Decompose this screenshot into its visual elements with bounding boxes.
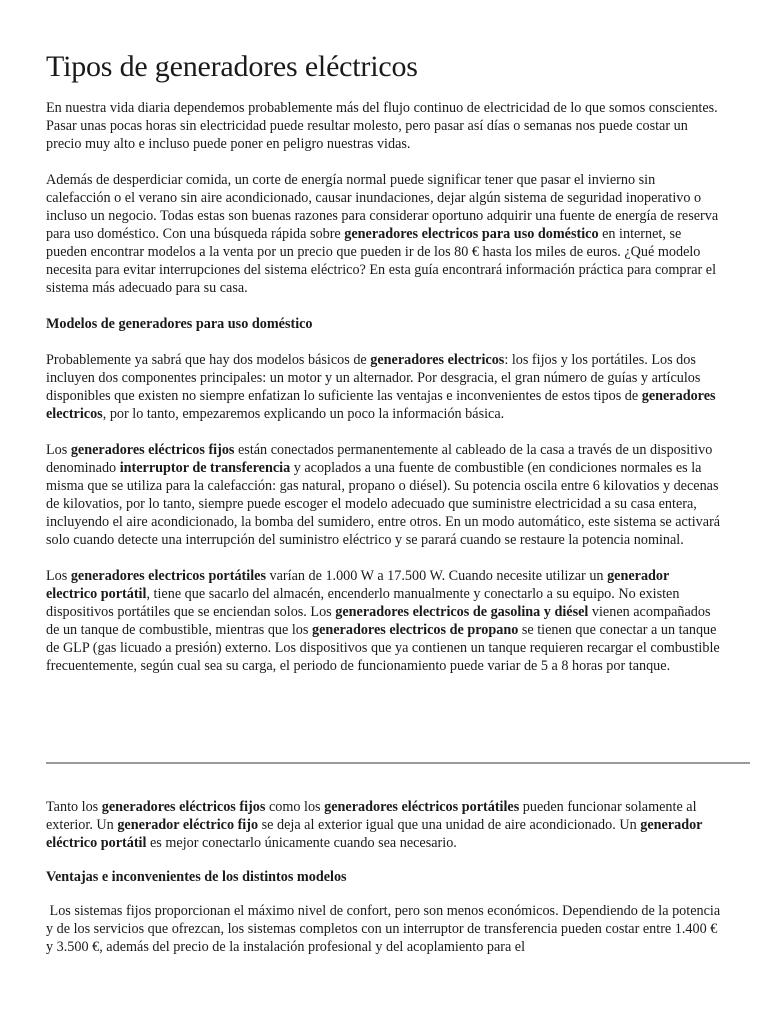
bold-term: generadores electricos portátiles [70,568,266,584]
bold-term: generadores eléctricos fijos [70,442,235,458]
bold-term: generadores electricos de gasolina y diésel [335,604,589,620]
bold-term: generadores eléctricos portátiles [324,799,520,815]
bold-term: generadores eléctricos fijos [101,799,266,815]
text: varían de 1.000 W a 17.500 W. Cuando necesite utilizar un [265,568,608,584]
text: , por lo tanto, empezaremos explicando un poco la información básica. [102,406,505,422]
text: es mejor conectarlo únicamente cuando sea necesario. [146,835,457,851]
text: pueden funcionar solamente al exterior. Un [46,799,697,833]
paragraph-outdoor-use [46,798,722,852]
text: están conectados permanentemente al cableado de la casa a través de un dispositivo denominado [46,442,713,476]
article-body [46,50,722,675]
bold-term: generador eléctrico fijo [117,817,259,833]
page-title: Tipos de generadores eléctricos [46,50,418,83]
bold-term: generadores electricos [370,352,505,368]
text: se tienen que conectar a un tanque de GLP (gas licuado a presión) externo. Los dispositivos que ya contienen un tanque requieren recargar el combustible frecuentemente, según cual sea su carga, el periodo de funcionamiento puede variar de 5 a 8 horas por tanque. [46,622,720,674]
text: Los [46,568,71,584]
horizontal-divider [46,762,750,764]
intro-paragraph: En nuestra vida diaria dependemos probablemente más del flujo continuo de electricidad de lo que somos conscientes. Pasar unas pocas horas sin electricidad puede resultar molesto, pero pasar así días o semanas nos puede costar un precio muy alto e incluso puede poner en peligro nuestras vidas. [46,100,718,152]
text: , tiene que sacarlo del almacén, encenderlo manualmente y conectarlo a su equipo. No existen dispositivos portátiles que se enciendan solos. Los [46,586,680,620]
bold-term: generadores electricos para uso doméstico [344,226,599,242]
text: en internet, se pueden encontrar modelos a la venta por un precio que pueden ir de los 80 € hasta los miles de euros. ¿Qué modelo necesita para evitar interrupciones del sistema eléctrico? En esta guía encontrará información práctica para comprar el sistema más adecuado para su casa. [46,226,717,296]
section-heading-pros-cons: Ventajas e inconvenientes de los distintos modelos [46,869,347,885]
text: Probablemente ya sabrá que hay dos modelos básicos de [46,352,371,368]
text: y acoplados a una fuente de combustible (en condiciones normales es la misma que se utiliza para la calefacción: gas natural, propano o diésel). Su potencia oscila entre 6 kilovatios y decenas de kilovatios, por lo tanto, siempre puede escoger el modelo adecuado que suministre electricidad a su casa entera, incluyendo el aire acondicionado, la bomba del sumidero, entre otros. En un modo automático, este sistema se activará solo cuando detecte una interrupción del suministro eléctrico y se parará cuando se restaure la potencia nominal. [46,460,721,548]
text: : los fijos y los portátiles. Los dos incluyen dos componentes principales: un motor y un alternador. Por desgracia, el gran número de guías y artículos disponibles que existen no siempre enfatizan lo suficiente las ventajas e inconvenientes de estos tipos de [46,352,701,404]
section-heading-models: Modelos de generadores para uso doméstico [46,316,313,332]
bold-term: generadores electricos [46,388,716,422]
article-body-continued [46,798,722,956]
text: como los [265,799,325,815]
text: vienen acompañados de un tanque de combustible, mientras que los [46,604,711,638]
paragraph-fixed-systems-cost: Los sistemas fijos proporcionan el máximo nivel de confort, pero son menos económicos. Dependiendo de la potencia y de los servicios que ofrezcan, los sistemas completos con un interruptor de transferencia pueden costar entre 1.400 € y 3.500 €, además del precio de la instalación profesional y del acoplamiento para el [46,903,724,955]
text: Tanto los [46,799,102,815]
bold-term: generador electrico portátil [46,568,670,602]
bold-term: interruptor de transferencia [119,460,291,476]
paragraph-fixed-generators [46,441,722,549]
paragraph-backup-power [46,171,722,297]
text: se deja al exterior igual que una unidad de aire acondicionado. Un [258,817,641,833]
paragraph-portable-generators [46,567,722,675]
text: Además de desperdiciar comida, un corte de energía normal puede significar tener que pasar el invierno sin calefacción o el verano sin aire acondicionado, causar inundaciones, dejar algún sistema de seguridad inoperativo o incluso un negocio. Todas estas son buenas razones para considerar oportuno adquirir una fuente de energía de reserva para uso doméstico. Con una búsqueda rápida sobre [46,172,719,242]
paragraph-basic-models [46,351,722,423]
bold-term: generadores electricos de propano [311,622,519,638]
text: Los [46,442,71,458]
bold-term: generador eléctrico portátil [46,817,703,851]
